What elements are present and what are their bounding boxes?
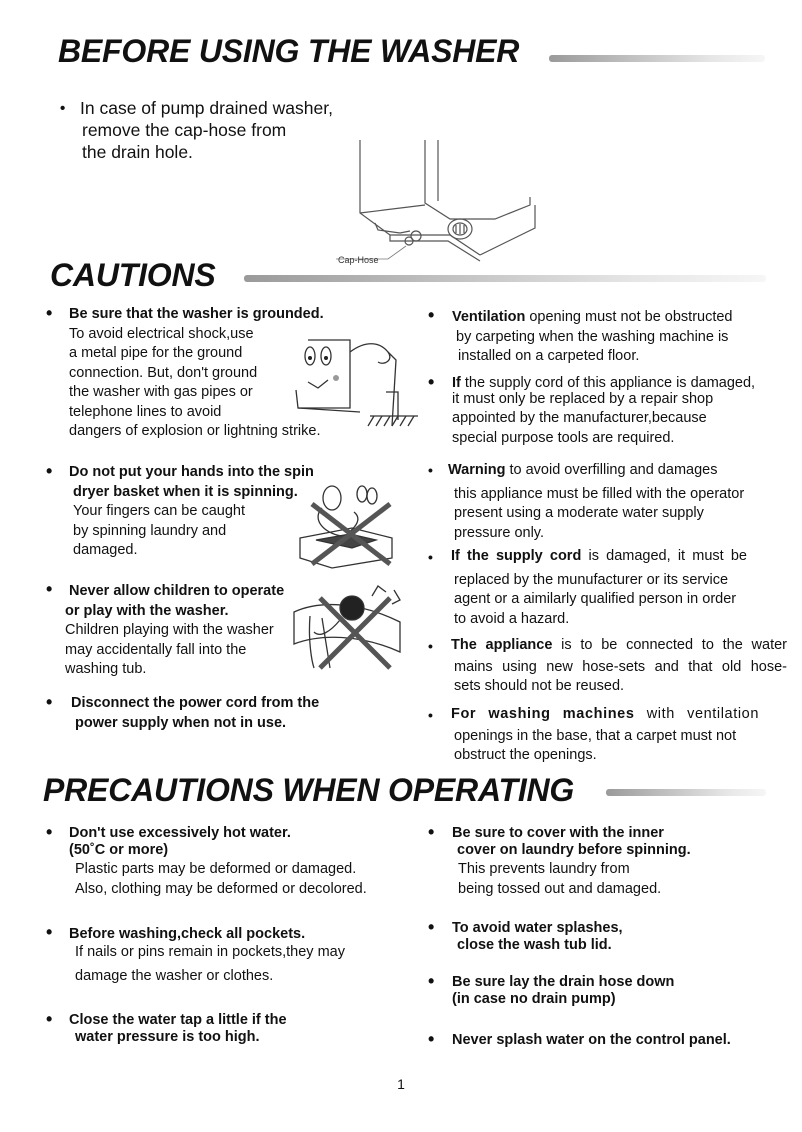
- caution-ventilation-carpet-line-2: openings in the base, that a carpet must not: [454, 727, 737, 744]
- section-title-cautions: CAUTIONS: [50, 257, 216, 293]
- precaution-splashes: [452, 920, 623, 954]
- caution-warning-overfill-rest: to avoid overfilling and damages: [505, 462, 718, 478]
- precaution-splashes-head-2: close the wash tub lid.: [457, 937, 612, 953]
- caution-ventilation-carpet: [451, 705, 759, 766]
- caution-ventilation-lead: Ventilation: [452, 309, 526, 325]
- caution-children-line-2: may accidentally fall into the: [65, 641, 247, 658]
- precaution-hot-water-head-2: (50˚C or more): [69, 842, 169, 858]
- precaution-water-tap-head-2: water pressure is too high.: [75, 1029, 260, 1045]
- page-number: 1: [397, 1076, 405, 1092]
- caution-warning-overfill-line-4: pressure only.: [454, 524, 544, 541]
- caution-children: [65, 582, 284, 680]
- precaution-inner-cover: [452, 825, 691, 899]
- bullet-dot: •: [46, 1009, 53, 1029]
- caution-supply-cord-repair-lead: If: [452, 375, 461, 391]
- bullet-dot: •: [428, 1029, 435, 1049]
- before-line-3: the drain hole.: [82, 142, 193, 162]
- caution-grounded-head: Be sure that the washer is grounded.: [69, 306, 324, 322]
- caution-children-head-1: Never allow children to operate: [69, 583, 285, 599]
- caution-appliance-hoses: [451, 636, 787, 697]
- caution-supply-cord-repair: [452, 374, 755, 448]
- caution-ventilation-carpet-line-3: obstruct the openings.: [454, 747, 597, 763]
- spin-basket-warning-illustration: [292, 478, 402, 578]
- precaution-hot-water-head-1: Don't use excessively hot water.: [69, 825, 291, 841]
- precaution-hot-water-line-2: Also, clothing may be deformed or decolored.: [75, 880, 367, 897]
- caution-supply-cord-repair-line-2: it must only be replaced by a repair shop: [452, 390, 714, 407]
- caution-ventilation-line-3: installed on a carpeted floor.: [458, 348, 640, 364]
- bullet-dot: •: [428, 462, 433, 478]
- caution-ventilation-carpet-rest: with ventilation: [634, 706, 759, 722]
- precaution-splashes-head-1: To avoid water splashes,: [452, 920, 623, 936]
- caution-children-line-3: washing tub.: [65, 661, 147, 677]
- precaution-inner-cover-line-2: being tossed out and damaged.: [458, 880, 662, 897]
- caution-grounded-line-5: telephone lines to avoid: [69, 403, 222, 420]
- caution-spin-head-2: dryer basket when it is spinning.: [73, 483, 298, 500]
- title-rule-cautions: [244, 275, 766, 282]
- caution-supply-cord-repair-line-3: appointed by the manufacturer,because: [452, 410, 707, 426]
- precaution-pockets-line-1: If nails or pins remain in pockets,they may: [75, 944, 345, 960]
- washer-base-illustration: [330, 135, 750, 270]
- caution-appliance-hoses-line-3: sets should not be reused.: [454, 678, 625, 694]
- caution-supply-cord-repair-line-4: special purpose tools are required.: [452, 429, 675, 446]
- section-title-precautions: PRECAUTIONS WHEN OPERATING: [43, 772, 575, 808]
- caution-spin-line-2: by spinning laundry and: [73, 522, 227, 539]
- grounding-illustration: [288, 330, 418, 430]
- caution-warning-overfill: [448, 461, 744, 543]
- bullet-dot: •: [46, 922, 53, 942]
- caution-children-line-1: Children playing with the washer: [65, 622, 274, 638]
- caution-children-head-2: or play with the washer.: [65, 602, 229, 619]
- bullet-dot: •: [46, 692, 53, 712]
- bullet-dot: •: [428, 305, 435, 325]
- caution-supply-cord-hazard-line-1: [451, 547, 747, 567]
- caution-disconnect-head-1: Disconnect the power cord from the: [71, 695, 320, 711]
- bullet-dot: •: [428, 372, 435, 392]
- caution-grounded-line-6: dangers of explosion or lightning strike.: [69, 423, 321, 439]
- bullet-dot: •: [428, 549, 433, 565]
- caution-supply-cord-hazard-line-3: agent or a aimilarly qualified person in order: [454, 591, 737, 607]
- caution-appliance-hoses-line-2: mains using new hose-sets and that old hose-: [454, 658, 787, 675]
- bullet-dot: •: [428, 707, 433, 723]
- bullet-dot: •: [46, 579, 53, 599]
- precaution-pockets: [69, 926, 345, 986]
- caution-disconnect-head-2: power supply when not in use.: [75, 714, 287, 731]
- caution-warning-overfill-line-1: [448, 461, 744, 481]
- caution-grounded-line-1: To avoid electrical shock,use: [69, 325, 254, 342]
- section-title-before-using: BEFORE USING THE WASHER: [58, 33, 520, 69]
- precaution-hot-water: [69, 825, 367, 899]
- caution-spin-line-3: damaged.: [73, 542, 138, 558]
- caution-grounded-line-2: a metal pipe for the ground: [69, 345, 243, 361]
- caution-supply-cord-repair-rest: the supply cord of this appliance is damaged,: [460, 375, 756, 391]
- bullet-dot: •: [46, 303, 53, 323]
- caution-supply-cord-hazard: [451, 547, 747, 629]
- caution-ventilation-line-1: [452, 308, 733, 328]
- precaution-pockets-line-2: damage the washer or clothes.: [75, 967, 274, 984]
- caution-spin-dryer: [69, 463, 314, 561]
- precaution-pockets-head: Before washing,check all pockets.: [69, 926, 306, 942]
- caution-ventilation-rest: opening must not be obstructed: [525, 309, 733, 325]
- bullet-dot: •: [46, 822, 53, 842]
- before-line-1: In case of pump drained washer,: [80, 98, 333, 118]
- caution-ventilation-line-2: by carpeting when the washing machine is: [456, 328, 729, 345]
- caution-grounded: [69, 305, 324, 442]
- caution-ventilation-carpet-line-1: [451, 705, 759, 725]
- bullet-dot: •: [428, 822, 435, 842]
- precaution-inner-cover-head-1: Be sure to cover with the inner: [452, 825, 664, 841]
- caution-warning-overfill-line-2: this appliance must be filled with the operator: [454, 485, 745, 502]
- caution-appliance-hoses-lead: The appliance: [451, 637, 553, 653]
- title-rule-precautions: [606, 789, 766, 796]
- before-bullet: [60, 97, 333, 163]
- caution-supply-cord-hazard-rest: is damaged, it must be: [581, 548, 747, 564]
- caution-spin-head-1: Do not put your hands into the spin: [69, 464, 314, 480]
- precaution-hot-water-line-1: Plastic parts may be deformed or damaged.: [75, 861, 357, 877]
- bullet-dot: •: [428, 917, 435, 937]
- before-line-2: remove the cap-hose from: [82, 120, 287, 140]
- caution-spin-line-1: Your fingers can be caught: [73, 503, 245, 519]
- caution-grounded-line-4: the washer with gas pipes or: [69, 384, 253, 400]
- caution-supply-cord-hazard-line-2: replaced by the munufacturer or its service: [454, 571, 729, 588]
- bullet-dot: •: [428, 971, 435, 991]
- caution-appliance-hoses-rest: is to be connected to the water: [552, 637, 787, 653]
- precaution-drain-hose-head-1: Be sure lay the drain hose down: [452, 974, 675, 990]
- precaution-water-tap-head-1: Close the water tap a little if the: [69, 1012, 287, 1028]
- precaution-control-panel: [452, 1032, 731, 1049]
- caution-warning-overfill-line-3: present using a moderate water supply: [454, 505, 704, 521]
- precaution-inner-cover-head-2: cover on laundry before spinning.: [457, 842, 691, 858]
- bullet-dot: •: [46, 461, 53, 481]
- bullet-dot: •: [428, 638, 433, 654]
- precaution-inner-cover-line-1: This prevents laundry from: [458, 861, 630, 877]
- title-rule-before: [549, 55, 765, 62]
- children-warning-illustration: [290, 582, 410, 672]
- caution-ventilation: [452, 308, 733, 367]
- precaution-water-tap: [69, 1012, 287, 1046]
- precaution-drain-hose: [452, 974, 674, 1008]
- precaution-control-panel-head: Never splash water on the control panel.: [452, 1032, 731, 1048]
- bullet-dot: •: [60, 100, 66, 117]
- caution-supply-cord-hazard-line-4: to avoid a hazard.: [454, 610, 570, 627]
- caution-appliance-hoses-line-1: [451, 636, 787, 656]
- caution-ventilation-carpet-lead: For washing machines: [451, 706, 635, 722]
- caution-warning-overfill-lead: Warning: [448, 462, 506, 478]
- caution-disconnect: [71, 694, 319, 733]
- cap-hose-label: Cap-Hose: [338, 255, 379, 265]
- caution-supply-cord-hazard-lead: If the supply cord: [451, 548, 582, 564]
- caution-grounded-line-3: connection. But, don't ground: [69, 364, 258, 381]
- precaution-drain-hose-head-2: (in case no drain pump): [452, 991, 616, 1007]
